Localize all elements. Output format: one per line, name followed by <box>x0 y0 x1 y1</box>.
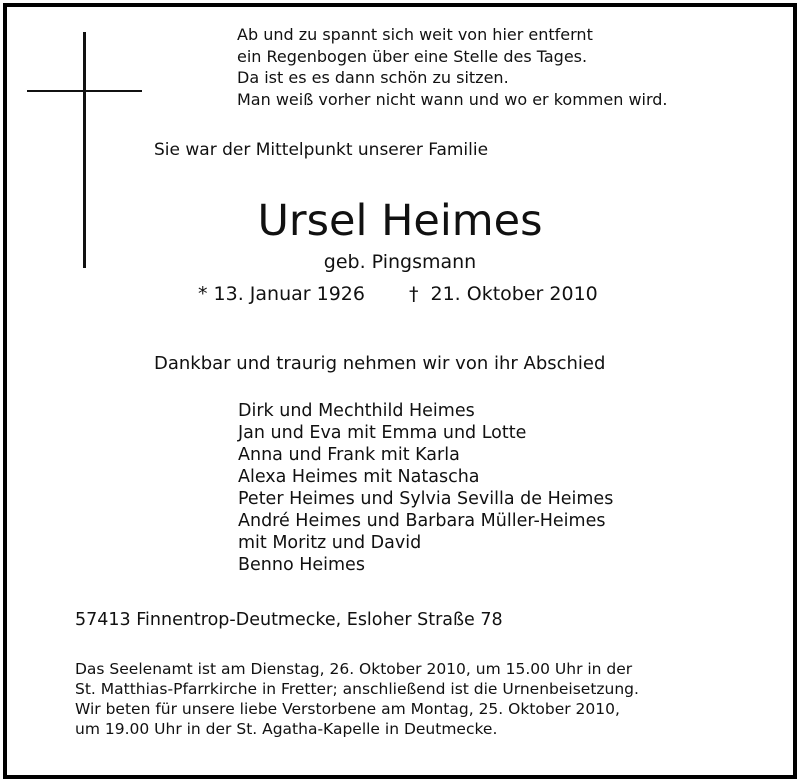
birth-date: * 13. Januar 1926 <box>198 283 365 305</box>
service-line: Wir beten für unsere liebe Verstorbene am Montag, 25. Oktober 2010, <box>75 700 620 718</box>
death-date: 21. Oktober 2010 <box>430 283 598 305</box>
mourner-item: Benno Heimes <box>238 555 365 575</box>
cross-icon-horizontal <box>27 90 142 92</box>
death-date-row <box>409 281 598 307</box>
service-line: um 19.00 Uhr in der St. Agatha-Kapelle in Deutmecke. <box>75 720 498 738</box>
family-address: 57413 Finnentrop-Deutmecke, Esloher Straße 78 <box>75 610 503 630</box>
dagger-icon: † <box>409 283 419 305</box>
mourner-item: Dirk und Mechthild Heimes <box>238 401 475 421</box>
poem-line: Ab und zu spannt sich weit von hier entfernt <box>237 25 593 44</box>
poem-block <box>237 24 668 110</box>
mourner-item: Jan und Eva mit Emma und Lotte <box>238 423 527 443</box>
maiden-name: geb. Pingsmann <box>323 251 477 273</box>
mourner-item: mit Moritz und David <box>238 533 422 553</box>
service-line: Das Seelenamt ist am Dienstag, 26. Oktober 2010, um 15.00 Uhr in der <box>75 660 633 678</box>
mourners-list <box>238 400 613 576</box>
poem-line: ein Regenbogen über eine Stelle des Tages. <box>237 46 588 66</box>
service-line: St. Matthias-Pfarrkirche in Fretter; anschließend ist die Urnenbeisetzung. <box>75 680 639 698</box>
mourner-item: Alexa Heimes mit Natascha <box>238 467 480 487</box>
mourner-item: André Heimes und Barbara Müller-Heimes <box>238 511 606 531</box>
farewell-text: Dankbar und traurig nehmen wir von ihr Abschied <box>154 353 606 374</box>
mourner-item: Anna und Frank mit Karla <box>238 445 460 465</box>
poem-line: Man weiß vorher nicht wann und wo er kommen wird. <box>237 89 668 109</box>
family-motto: Sie war der Mittelpunkt unserer Familie <box>154 140 489 160</box>
mourner-item: Peter Heimes und Sylvia Sevilla de Heimes <box>238 489 614 509</box>
deceased-name: Ursel Heimes <box>257 196 543 246</box>
service-info <box>75 659 639 739</box>
poem-line: Da ist es es dann schön zu sitzen. <box>237 68 509 87</box>
